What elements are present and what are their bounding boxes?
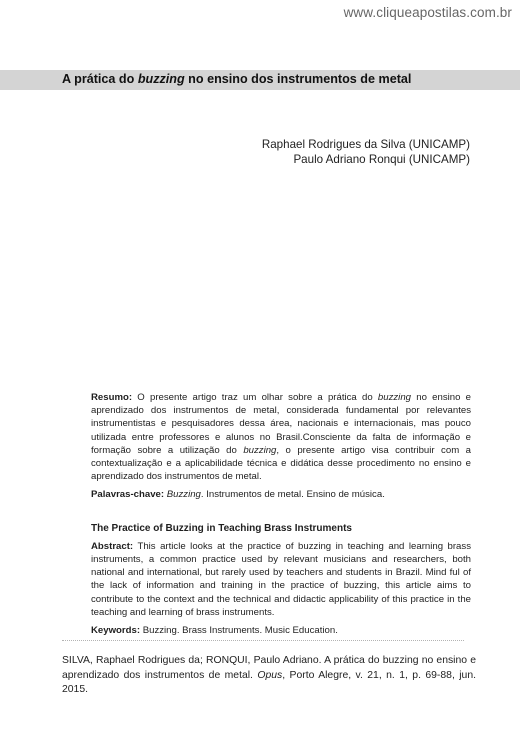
- abstract-section: [91, 391, 471, 637]
- citation-journal: Opus: [257, 669, 283, 681]
- title-emphasis: buzzing: [137, 72, 185, 86]
- keywords-label: Keywords:: [91, 625, 141, 637]
- author-name: Paulo Adriano Ronqui (UNICAMP): [293, 153, 470, 166]
- resumo-text: O presente artigo traz um olhar sobre a prática do: [132, 392, 378, 403]
- dotted-divider: [62, 640, 464, 641]
- english-title: The Practice of Buzzing in Teaching Brass Instruments: [91, 522, 352, 534]
- palavras-chave-label: Palavras-chave:: [91, 489, 165, 501]
- resumo-text: , o presente artigo visa contribuir com a contextualização e a aplicabilidade técnica e didática desse procedimento no ensino e aprendizado dos instrumentos de metal.: [91, 444, 471, 483]
- keywords-paragraph: [91, 624, 471, 637]
- resumo-text: no ensino e aprendizado dos instrumentos de metal, considerada fundamental por relevantes instrumentistas e pesquisadores dessa área, nacionais e internacionais, mas pouco utilizada entre professores e alunos no Brasil.Consciente da falta de informação e formação sobre a utilização do: [91, 392, 471, 456]
- citation: [62, 654, 476, 698]
- title-suffix: no ensino dos instrumentos de metal: [184, 72, 412, 86]
- resumo-emphasis: buzzing: [377, 392, 411, 403]
- author-name: Raphael Rodrigues da Silva (UNICAMP): [261, 138, 470, 151]
- citation-text: , Porto Alegre, v. 21, n. 1, p. 69-88, jun. 2015.: [62, 669, 476, 695]
- article-title: [62, 72, 411, 86]
- title-prefix: A prática do: [62, 72, 138, 86]
- resumo-paragraph: [91, 391, 471, 483]
- resumo-emphasis: buzzing: [243, 444, 277, 456]
- palavras-chave-emphasis: Buzzing: [166, 489, 201, 501]
- abstract-paragraph: [91, 540, 471, 619]
- keywords-text: Buzzing. Brass Instruments. Music Education.: [140, 625, 338, 637]
- palavras-chave-text: . Instrumentos de metal. Ensino de música.: [200, 489, 385, 501]
- abstract-label: Abstract:: [91, 540, 134, 552]
- author-list: [262, 137, 470, 167]
- abstract-text: This article looks at the practice of buzzing in teaching and learning brass instruments, a common practice used by relevant musicians and researchers, both national and international, but rarely used by teachers and students in Brazil. Mind ful of the lack of information and training in the practice of buzzing, this article aims to contribute to the context and the technical and didactic applicability of this practice in the teaching and learning of brass instruments.: [91, 540, 471, 618]
- site-watermark: www.cliqueapostilas.com.br: [343, 5, 512, 20]
- palavras-chave-paragraph: [91, 488, 471, 501]
- citation-text: SILVA, Raphael Rodrigues da; RONQUI, Paulo Adriano. A prática do buzzing no ensino e aprendizado dos instrumentos de metal.: [62, 655, 476, 681]
- resumo-label: Resumo:: [91, 392, 133, 403]
